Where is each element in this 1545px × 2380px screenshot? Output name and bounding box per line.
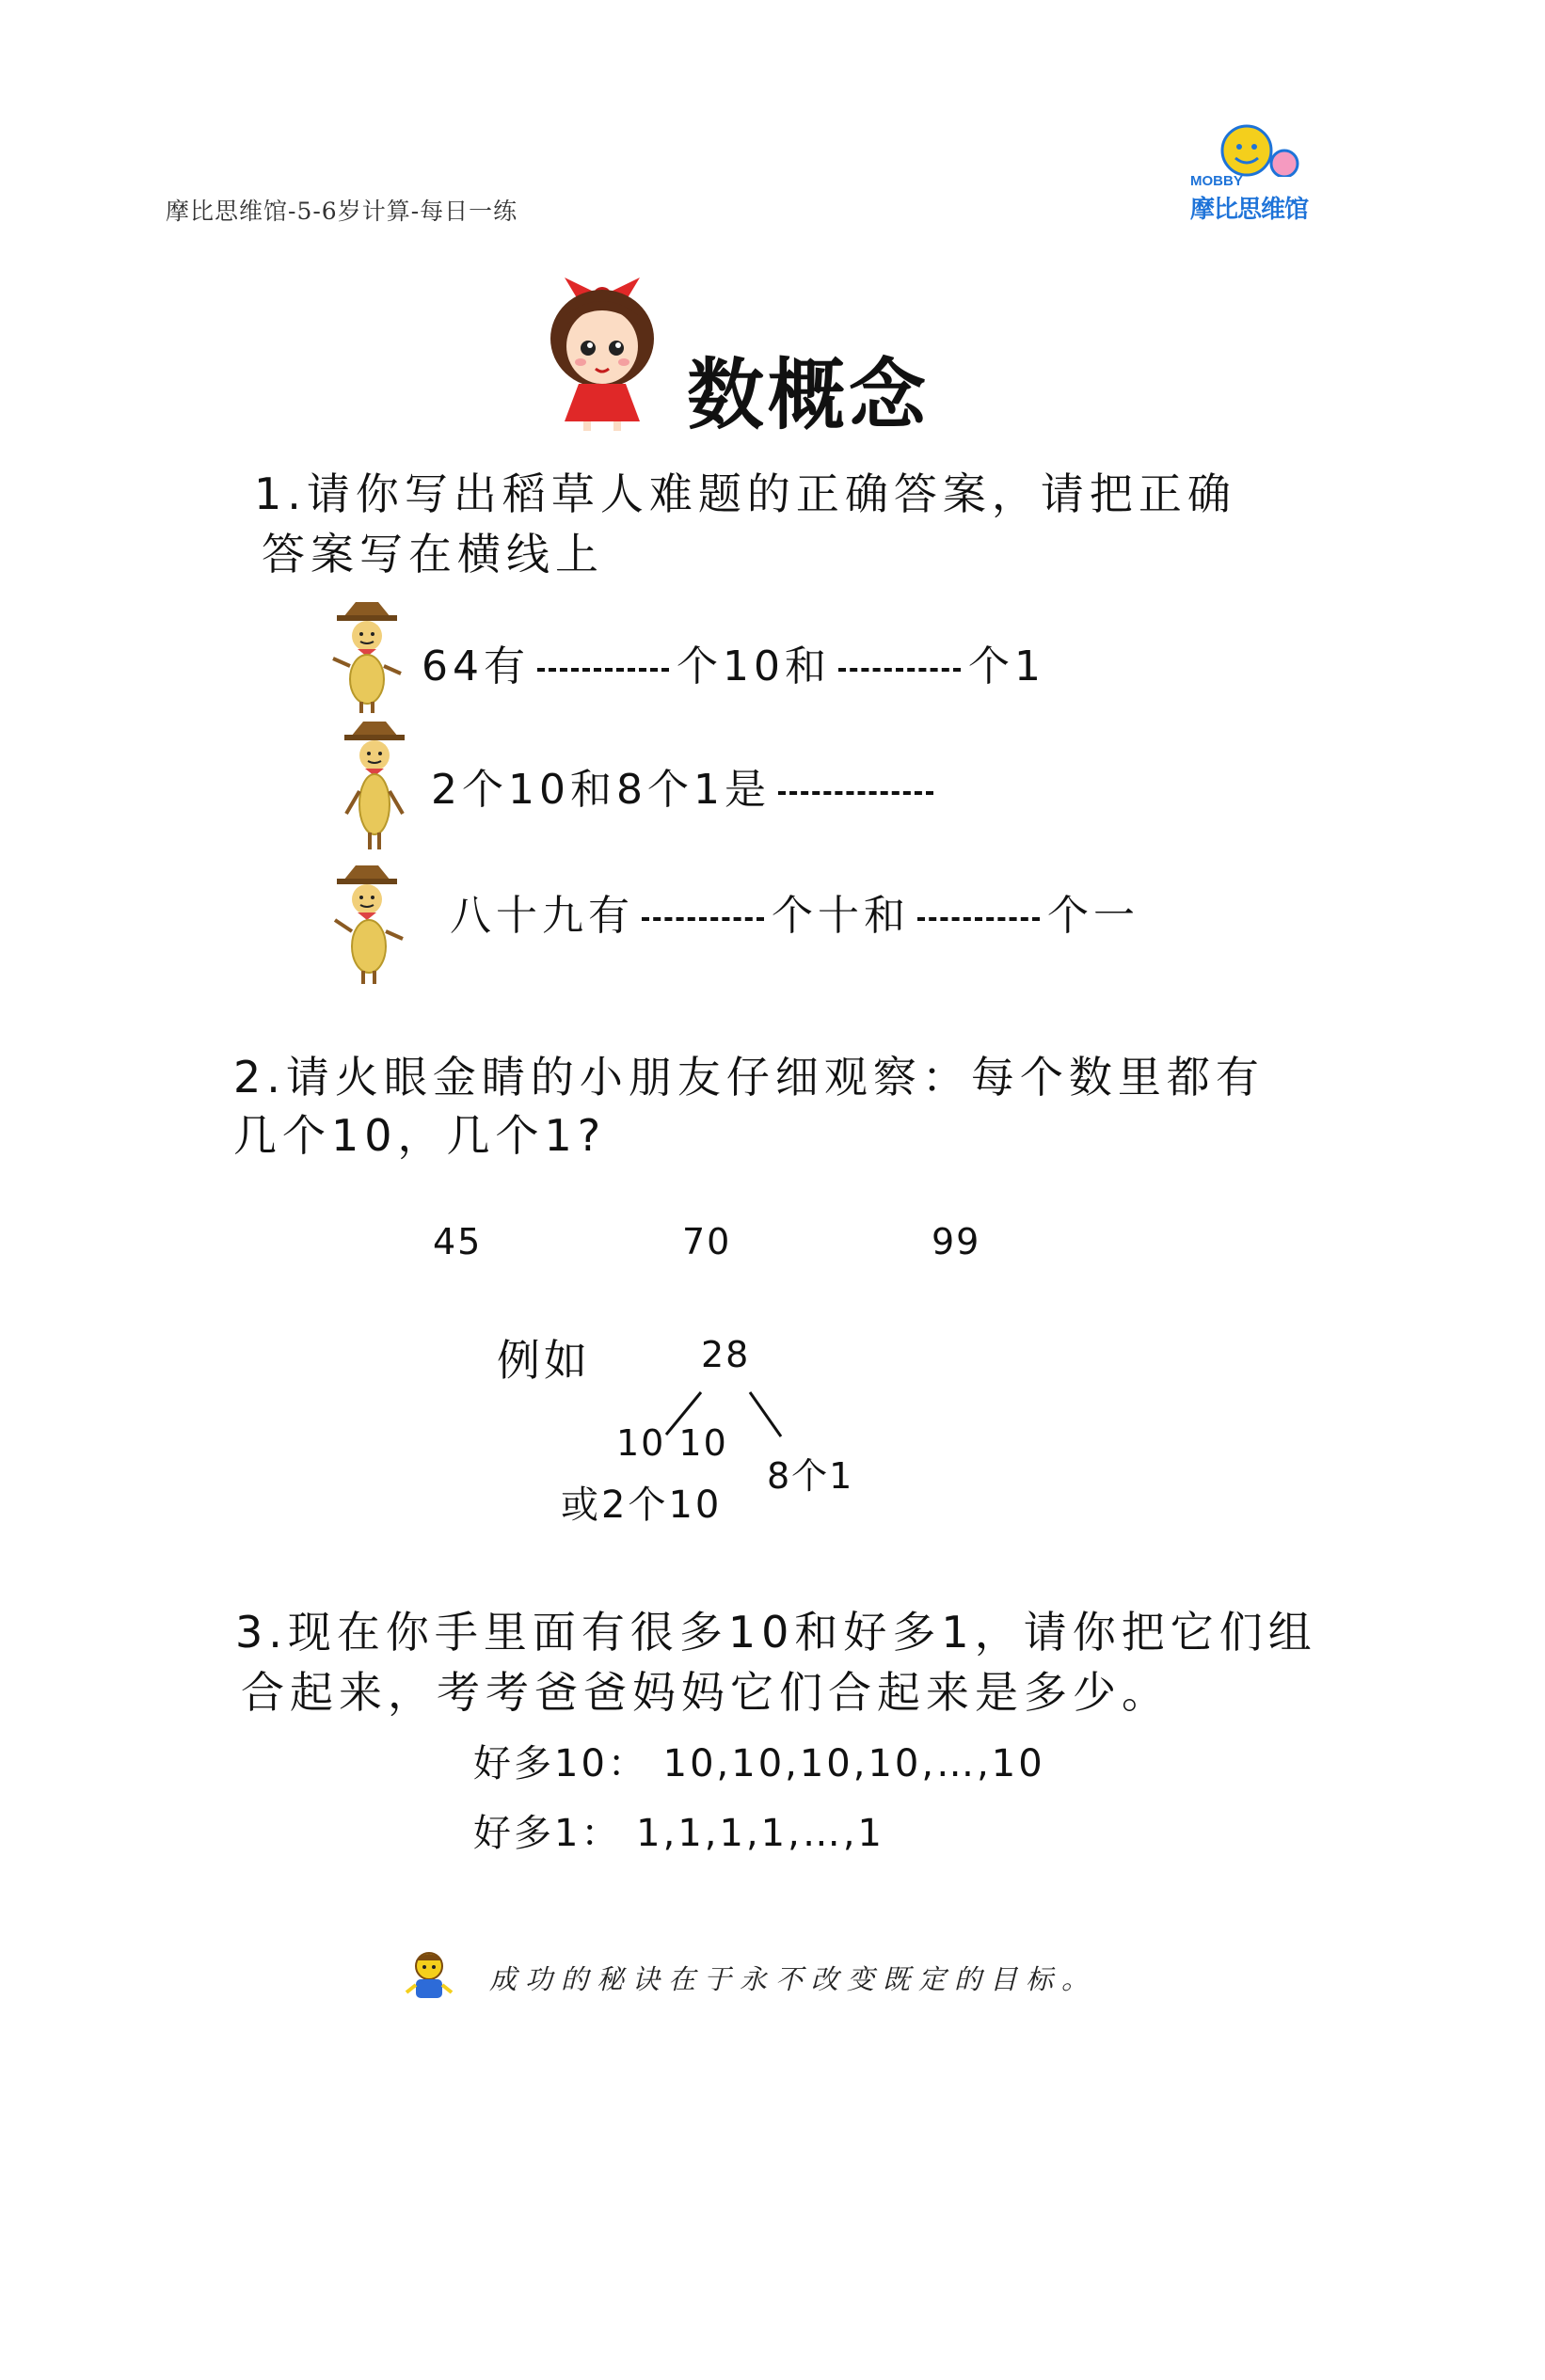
q1-item-3 — [450, 881, 1139, 942]
q1-line2: 答案写在横线上 — [262, 529, 604, 579]
example-alt: 或2个10 — [561, 1484, 723, 1527]
mascot-icon — [403, 1947, 455, 2004]
page-title: 数概念 — [687, 351, 931, 440]
answer-blank[interactable] — [778, 789, 933, 795]
q2-number: 99 — [932, 1221, 981, 1262]
example-root: 28 — [701, 1334, 751, 1375]
example-label: 例如 — [497, 1335, 591, 1386]
answer-blank[interactable] — [917, 915, 1040, 921]
logo-brand: MOBBY — [1190, 173, 1243, 189]
q1-item-1-part: 个1 — [968, 643, 1045, 690]
girl-illustration — [541, 273, 663, 433]
q1-item-2-part: 2个10和8个1是 — [431, 766, 771, 814]
logo-faces-icon — [1190, 120, 1331, 177]
q1-item-3-part: 个十和 — [772, 892, 910, 940]
logo-name: 摩比思维馆 — [1190, 196, 1309, 224]
q1-item-1-part: 个10和 — [677, 643, 831, 690]
scarecrow-icon — [329, 600, 405, 713]
q1-item-3-part: 八十九有 — [450, 892, 634, 940]
answer-blank[interactable] — [838, 666, 961, 672]
q2-line1: 2.请火眼金睛的小朋友仔细观察：每个数里都有 — [233, 1052, 1265, 1103]
q1-line1: 1.请你写出稻草人难题的正确答案，请把正确 — [254, 468, 1236, 519]
q1-item-2 — [431, 755, 941, 816]
answer-blank[interactable] — [537, 666, 669, 672]
scarecrow-icon — [329, 864, 414, 986]
q3-ones-label: 好多1： — [473, 1812, 622, 1855]
q2-line2: 几个10，几个1? — [233, 1110, 607, 1161]
q3-line2: 合起来，考考爸爸妈妈它们合起来是多少。 — [241, 1667, 1171, 1718]
q3-tens-row — [473, 1734, 1045, 1787]
answer-blank[interactable] — [642, 915, 764, 921]
q2-number: 45 — [433, 1221, 483, 1262]
q3-tens-values: 10,10,10,10,…,10 — [662, 1742, 1045, 1785]
scarecrow-icon — [337, 720, 412, 851]
q2-number: 70 — [682, 1221, 732, 1262]
q3-ones-row — [473, 1803, 884, 1857]
q3-tens-label: 好多10： — [473, 1742, 648, 1785]
q1-item-1 — [422, 632, 1045, 692]
q3-line1: 3.现在你手里面有很多10和好多1，请你把它们组 — [235, 1607, 1317, 1658]
mobby-logo — [1190, 120, 1331, 224]
example-right: 8个1 — [767, 1455, 854, 1497]
example-left: 10 10 — [616, 1422, 728, 1464]
q3-ones-values: 1,1,1,1,…,1 — [636, 1812, 884, 1855]
q1-item-3-part: 个一 — [1047, 892, 1139, 940]
footer-motto: 成功的秘诀在于永不改变既定的目标。 — [489, 1963, 1098, 1995]
q1-item-1-part: 64有 — [422, 643, 530, 690]
header-text: 摩比思维馆-5-6岁计算-每日一练 — [166, 198, 518, 225]
